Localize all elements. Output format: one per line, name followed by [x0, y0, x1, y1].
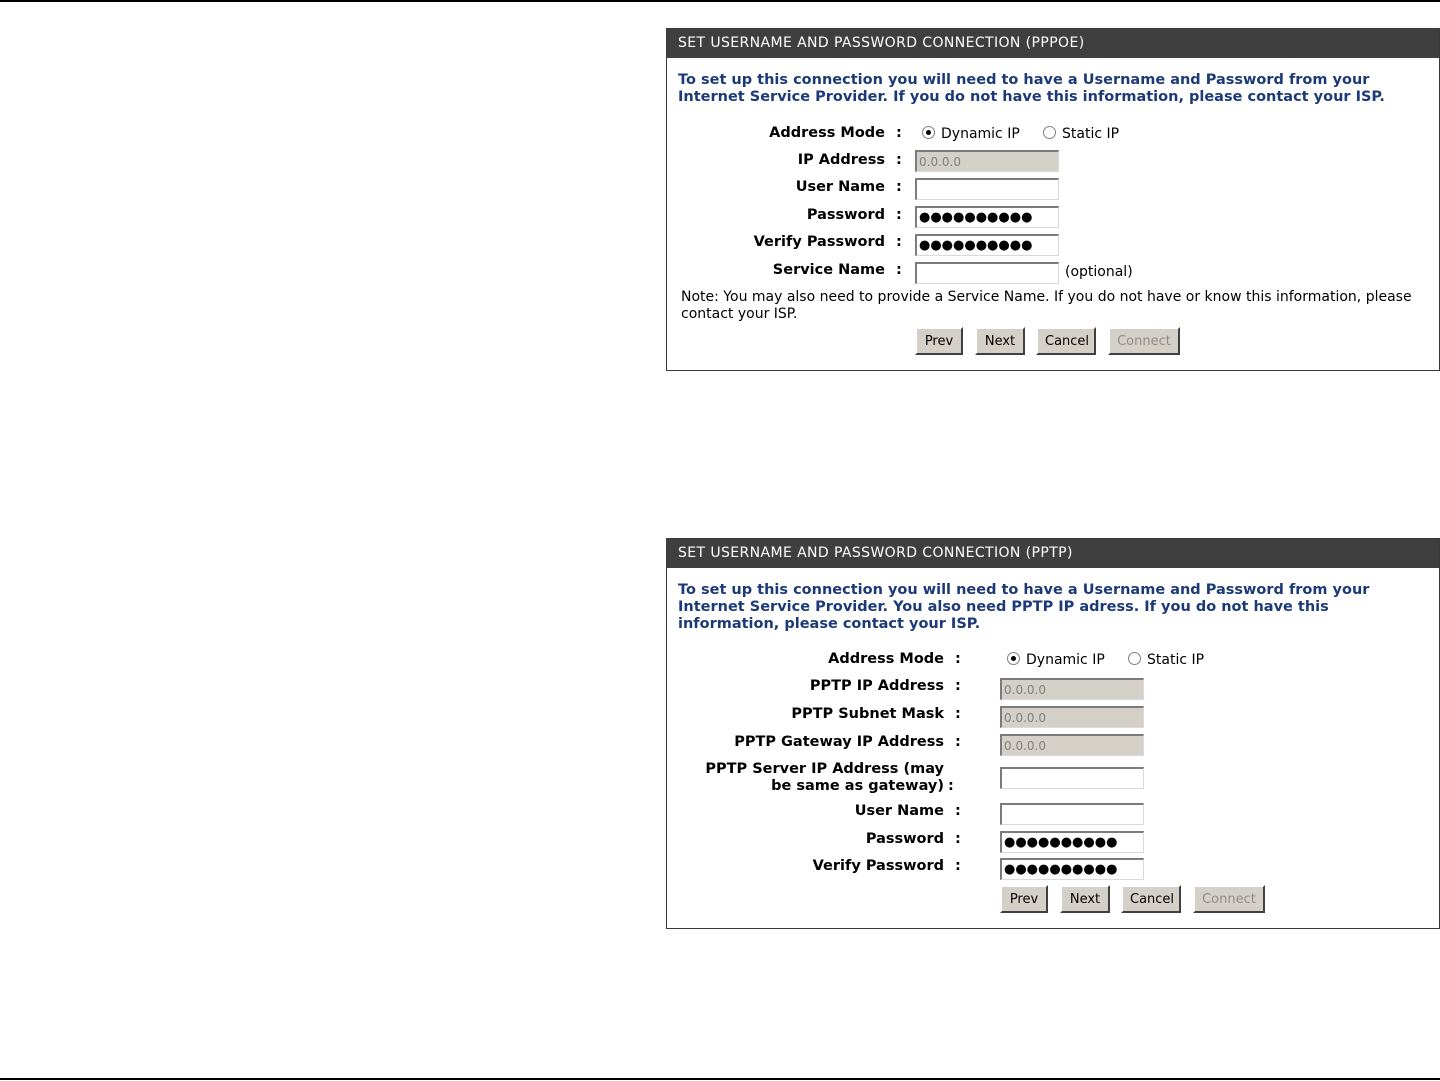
- pptp-user-name-row: User Name :: [667, 803, 1439, 825]
- pptp-panel: [666, 538, 1440, 929]
- pptp-static-ip-radio[interactable]: Static IP: [1128, 650, 1204, 670]
- pptp-address-mode-row: Address Mode : Dynamic IP Static IP: [828, 651, 1205, 668]
- pptp-next-button[interactable]: Next: [1060, 885, 1110, 913]
- pppoe-verify-password-row: Verify Password : ●●●●●●●●●●: [667, 234, 1439, 256]
- pppoe-service-name-label: Service Name: [772, 262, 885, 278]
- radio-unselected-icon: [1043, 126, 1056, 139]
- pppoe-user-name-row: User Name :: [667, 179, 1439, 201]
- pptp-server-row: PPTP Server IP Address (may be same as gateway) :: [667, 761, 1439, 797]
- pptp-address-mode-label: Address Mode: [828, 651, 944, 667]
- pppoe-cancel-button[interactable]: Cancel: [1036, 327, 1096, 355]
- pppoe-user-name-input[interactable]: [915, 178, 1059, 200]
- pptp-user-name-label: User Name: [854, 803, 944, 819]
- pppoe-static-ip-radio[interactable]: Static IP: [1043, 124, 1119, 144]
- pppoe-dynamic-ip-radio[interactable]: Dynamic IP: [922, 124, 1020, 144]
- pptp-verify-password-label: Verify Password: [812, 858, 944, 874]
- pppoe-address-mode-row: Address Mode : Dynamic IP Static IP: [769, 125, 1120, 142]
- radio-selected-icon: [1007, 652, 1020, 665]
- pppoe-optional-text: (optional): [1065, 264, 1133, 280]
- pppoe-panel-title: SET USERNAME AND PASSWORD CONNECTION (PPPOE): [667, 29, 1439, 58]
- page-bottom-rule: [0, 1078, 1440, 1080]
- pppoe-verify-password-label: Verify Password: [753, 234, 885, 250]
- radio-unselected-icon: [1128, 652, 1141, 665]
- pptp-subnet-mask-label: PPTP Subnet Mask: [791, 706, 944, 722]
- pptp-prev-button[interactable]: Prev: [1000, 885, 1048, 913]
- pptp-gateway-label: PPTP Gateway IP Address: [734, 734, 944, 750]
- pppoe-password-row: Password : ●●●●●●●●●●: [667, 207, 1439, 229]
- pptp-server-label: PPTP Server IP Address (may be same as gateway): [705, 761, 944, 794]
- pppoe-ip-address-input[interactable]: [915, 150, 1059, 172]
- pptp-verify-password-row: Verify Password : ●●●●●●●●●●: [667, 858, 1439, 880]
- pppoe-prev-button[interactable]: Prev: [915, 327, 963, 355]
- pppoe-panel: [666, 28, 1440, 371]
- radio-selected-icon: [922, 126, 935, 139]
- pptp-subnet-mask-input[interactable]: [1000, 706, 1144, 728]
- pptp-panel-title: SET USERNAME AND PASSWORD CONNECTION (PPTP): [667, 539, 1439, 568]
- pppoe-user-name-label: User Name: [795, 179, 885, 195]
- pptp-verify-password-input[interactable]: [1000, 858, 1144, 880]
- pppoe-password-input[interactable]: [915, 206, 1059, 228]
- pptp-user-name-input[interactable]: [1000, 803, 1144, 825]
- pptp-ip-address-label: PPTP IP Address: [809, 678, 944, 694]
- pppoe-ip-address-label: IP Address: [797, 152, 885, 168]
- pppoe-note-text: Note: You may also need to provide a Service Name. If you do not have or know this information, please contact your ISP.: [681, 289, 1412, 322]
- pptp-gateway-input[interactable]: [1000, 734, 1144, 756]
- pptp-password-label: Password: [865, 831, 944, 847]
- pptp-gateway-row: PPTP Gateway IP Address : 0.0.0.0: [667, 734, 1439, 756]
- pppoe-service-name-input[interactable]: [915, 262, 1059, 284]
- pptp-password-input[interactable]: [1000, 831, 1144, 853]
- pppoe-connect-button[interactable]: Connect: [1108, 327, 1180, 355]
- pppoe-address-mode-label: Address Mode: [769, 125, 885, 141]
- pppoe-ip-address-row: IP Address : 0.0.0.0: [667, 152, 1439, 174]
- pppoe-next-button[interactable]: Next: [975, 327, 1025, 355]
- pppoe-service-name-row: Service Name : (optional): [667, 262, 1439, 284]
- pptp-server-input[interactable]: [1000, 767, 1144, 789]
- page-top-rule: [0, 0, 1440, 2]
- pptp-subnet-mask-row: PPTP Subnet Mask : 0.0.0.0: [667, 706, 1439, 728]
- pppoe-password-label: Password: [806, 207, 885, 223]
- pppoe-intro-text: To set up this connection you will need to have a Username and Password from your Internet Service Provider. If you do not have this information, please contact your ISP.: [678, 72, 1385, 105]
- pptp-dynamic-ip-radio[interactable]: Dynamic IP: [1007, 650, 1105, 670]
- pppoe-verify-password-input[interactable]: [915, 234, 1059, 256]
- pptp-password-row: Password : ●●●●●●●●●●: [667, 831, 1439, 853]
- pptp-connect-button[interactable]: Connect: [1193, 885, 1265, 913]
- pptp-cancel-button[interactable]: Cancel: [1121, 885, 1181, 913]
- pptp-intro-text: To set up this connection you will need to have a Username and Password from your Internet Service Provider. You also need PPTP IP adress. If you do not have this information, please contact your ISP.: [678, 582, 1370, 632]
- pptp-ip-address-row: PPTP IP Address : 0.0.0.0: [667, 678, 1439, 700]
- pptp-ip-address-input[interactable]: [1000, 678, 1144, 700]
